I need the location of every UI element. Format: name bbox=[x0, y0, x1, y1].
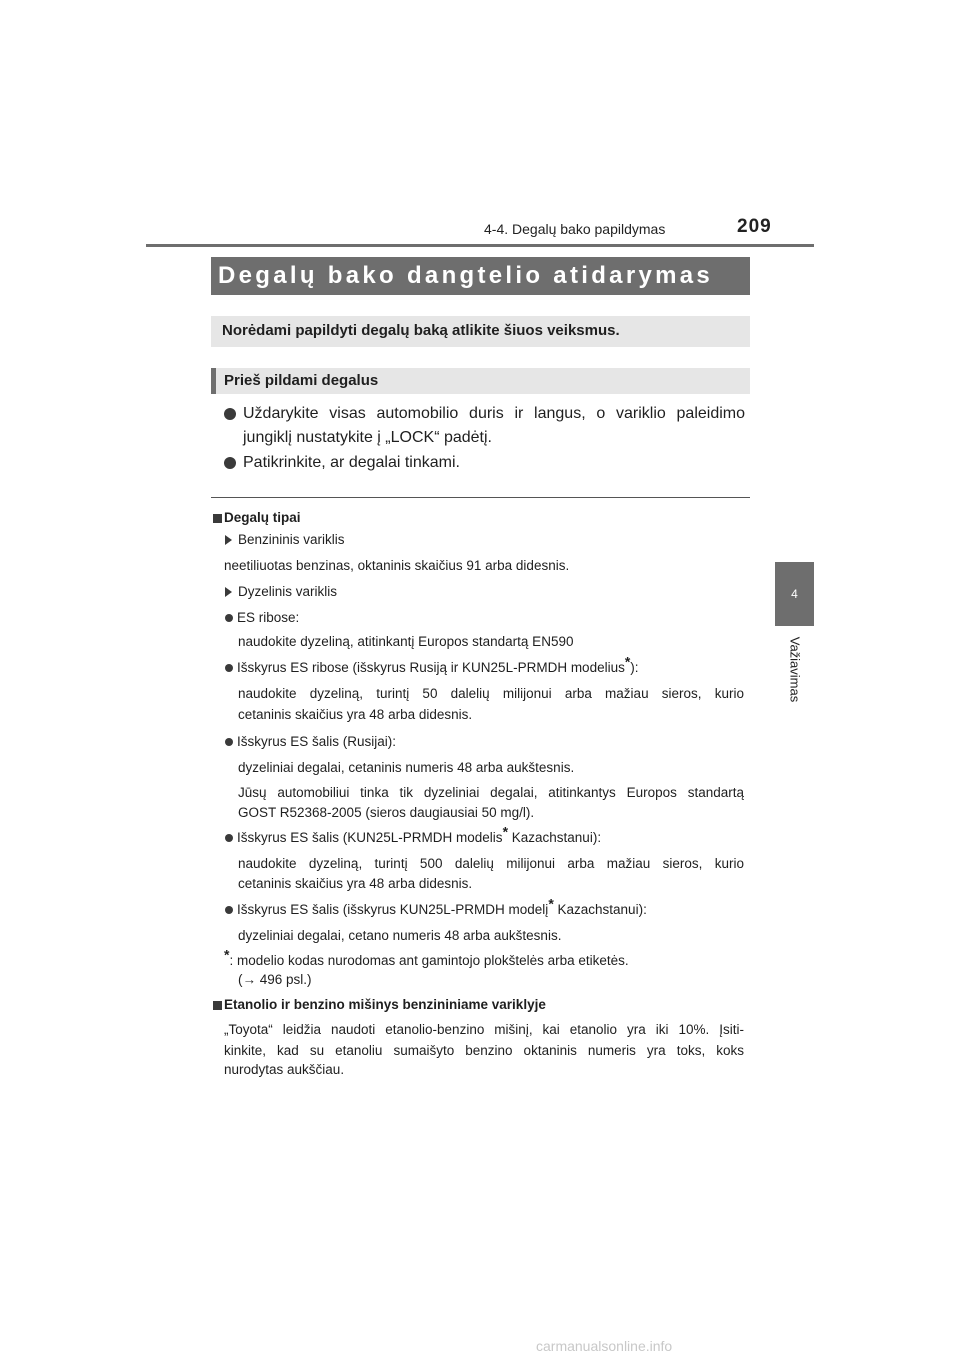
diesel-item-label bbox=[237, 895, 647, 919]
bullet-icon bbox=[225, 738, 233, 746]
label-text: Kazachstanui): bbox=[553, 902, 647, 917]
bullet-icon bbox=[225, 834, 233, 842]
label-text: Išskyrus ES šalis (KUN25L-PRMDH modelis bbox=[237, 830, 503, 845]
footnote-text: : modelio kodas nurodomas ant gamintojo plokštelės arba etiketės. bbox=[229, 953, 629, 968]
diesel-item-label bbox=[237, 653, 639, 677]
chapter-label-text: Važiavimas bbox=[787, 636, 803, 703]
footnote-page-ref: (→ 496 psl.) bbox=[238, 972, 312, 987]
section-divider bbox=[211, 497, 750, 498]
bullet-1-line-1: Uždarykite visas automobilio duris ir langus, o variklio paleidimo bbox=[243, 405, 745, 422]
square-bullet-icon bbox=[213, 1001, 222, 1010]
watermark: carmanualsonline.info bbox=[536, 1338, 673, 1354]
page-title bbox=[211, 257, 750, 295]
bullet-icon bbox=[224, 408, 236, 420]
diesel-item-text: cetaninis skaičius yra 48 arba didesnis. bbox=[238, 707, 473, 722]
chapter-number: 4 bbox=[791, 587, 798, 601]
gasoline-text: neetiliuotas benzinas, oktaninis skaičius 91 arba didesnis. bbox=[224, 558, 570, 573]
page-title-text: Degalų bako dangtelio atidarymas bbox=[218, 262, 714, 289]
diesel-item-label: ES ribose: bbox=[237, 610, 300, 625]
square-bullet-icon bbox=[213, 514, 222, 523]
diesel-item-text: dyzeliniai degalai, cetaninis numeris 48 arba aukštesnis. bbox=[238, 760, 575, 775]
bullet-1-line-2: jungiklį nustatykite į „LOCK“ padėtį. bbox=[243, 429, 492, 446]
asterisk-mark: * bbox=[548, 895, 554, 912]
page-number: 209 bbox=[737, 216, 772, 237]
diesel-label: Dyzelinis variklis bbox=[238, 584, 338, 599]
diesel-item-text: cetaninis skaičius yra 48 arba didesnis. bbox=[238, 876, 473, 891]
diesel-item-text: GOST R52368-2005 (sieros daugiausiai 50 mg/l). bbox=[238, 805, 535, 820]
bullet-icon bbox=[224, 457, 236, 469]
gasoline-label: Benzininis variklis bbox=[238, 532, 345, 547]
ethanol-text-line: kinkite, kad su etanoliu sumaišyto benzino oktaninis numeris yra toks, koks bbox=[224, 1043, 744, 1058]
triangle-arrow-icon bbox=[225, 535, 232, 545]
ethanol-heading: Etanolio ir benzino mišinys benzininiame variklyje bbox=[224, 997, 546, 1012]
label-text: ): bbox=[630, 660, 639, 675]
label-text: Kazachstanui): bbox=[508, 830, 602, 845]
diesel-item-text: naudokite dyzeliną, turintį 50 dalelių milijonui arba mažiau sieros, kurio bbox=[238, 686, 744, 701]
diesel-item-text: Jūsų automobiliui tinka tik dyzeliniai degalai, atitinkantys Europos standartą bbox=[238, 785, 744, 800]
subheading-accent bbox=[211, 368, 216, 394]
intro-text: Norėdami papildyti degalų baką atlikite šiuos veiksmus. bbox=[222, 322, 620, 339]
bullet-icon bbox=[225, 664, 233, 672]
diesel-item-label: Išskyrus ES šalis (Rusijai): bbox=[237, 734, 397, 749]
chapter-tab bbox=[775, 562, 814, 626]
section-title: 4-4. Degalų bako papildymas bbox=[484, 221, 666, 237]
bullet-icon bbox=[225, 614, 233, 622]
asterisk-mark: * bbox=[624, 653, 631, 670]
diesel-item-label bbox=[237, 823, 602, 847]
label-text: Išskyrus ES ribose (išskyrus Rusiją ir KUN25L-PRMDH modelius bbox=[237, 660, 625, 675]
intro-banner bbox=[211, 316, 750, 347]
asterisk-mark: * bbox=[224, 946, 230, 963]
bullet-2-text: Patikrinkite, ar degalai tinkami. bbox=[243, 454, 460, 471]
asterisk-mark: * bbox=[502, 823, 509, 840]
footnote bbox=[224, 946, 629, 970]
header-divider bbox=[146, 244, 814, 247]
ethanol-text-line: nurodytas aukščiau. bbox=[224, 1062, 345, 1077]
label-text: Išskyrus ES šalis (išskyrus KUN25L-PRMDH modelį bbox=[237, 902, 549, 917]
fuel-types-heading: Degalų tipai bbox=[224, 510, 301, 525]
diesel-item-text: naudokite dyzeliną, turintį 500 dalelių milijonui arba mažiau sieros, kurio bbox=[238, 856, 744, 871]
subheading-text: Prieš pildami degalus bbox=[224, 372, 379, 389]
subheading bbox=[211, 368, 750, 394]
diesel-item-text: dyzeliniai degalai, cetano numeris 48 arba aukštesnis. bbox=[238, 928, 562, 943]
ethanol-text-line: „Toyota“ leidžia naudoti etanolio-benzino mišinį, kai etanolio yra iki 10%. Įsiti- bbox=[224, 1022, 744, 1037]
bullet-icon bbox=[225, 906, 233, 914]
triangle-arrow-icon bbox=[225, 587, 232, 597]
diesel-item-text: naudokite dyzeliną, atitinkantį Europos standartą EN590 bbox=[238, 634, 574, 649]
